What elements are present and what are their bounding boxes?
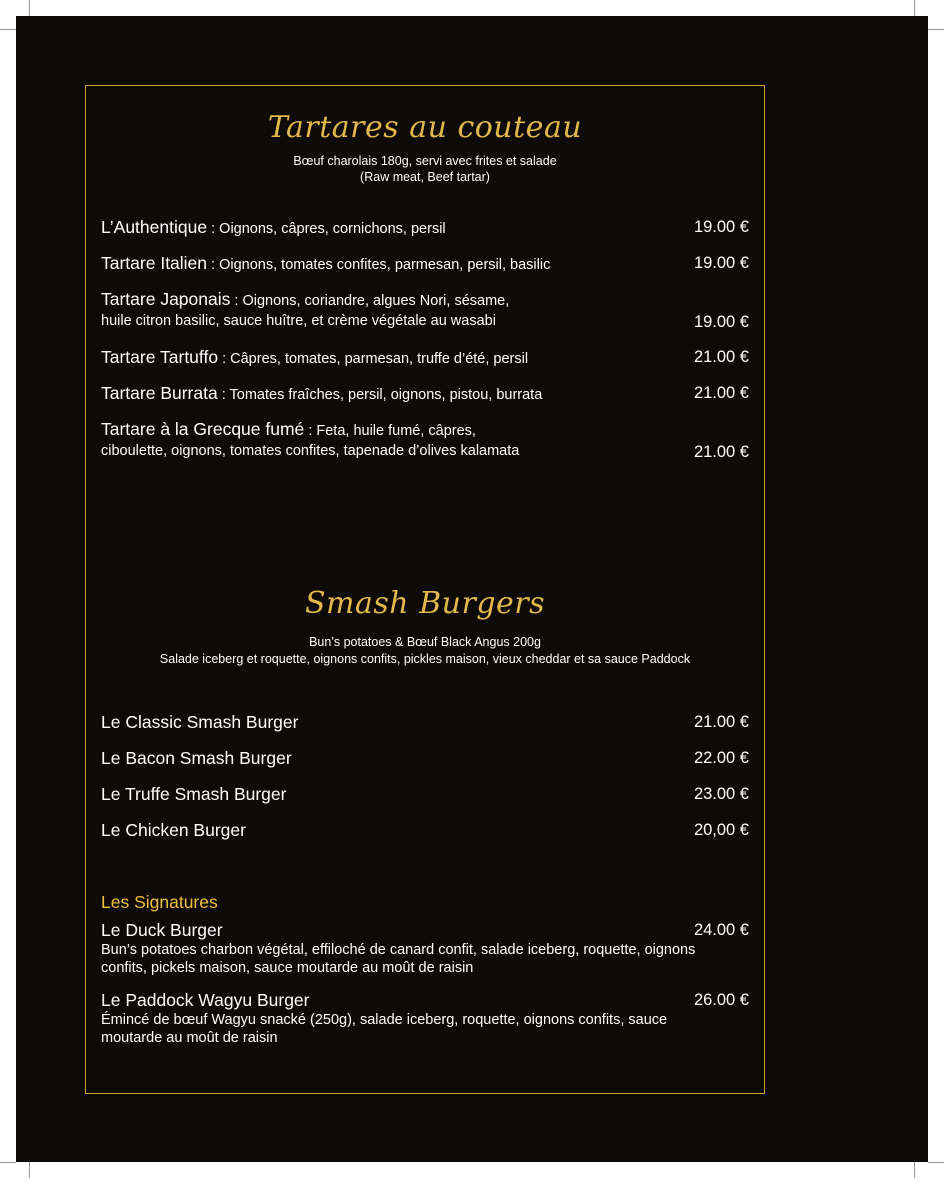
menu-item-grecque: Tartare à la Grecque fumé : Feta, huile fumé, câpres, ciboulette, oignons, tomates confites, tapenade d’olives kalamata 21.00 € — [101, 419, 749, 461]
menu-item-bacon-smash: Le Bacon Smash Burger 22.00 € — [101, 748, 749, 768]
menu-item-tartuffo: Tartare Tartuffo : Câpres, tomates, parmesan, truffe d’été, persil 21.00 € — [101, 347, 749, 367]
item-price: 26.00 € — [693, 991, 749, 1009]
item-price: 21.00 € — [693, 348, 749, 366]
menu-item-chicken: Le Chicken Burger 20,00 € — [101, 820, 749, 840]
crop-mark — [914, 1162, 915, 1178]
menu-frame — [85, 85, 765, 1094]
item-description: Bun’s potatoes charbon végétal, effiloché de canard confit, salade iceberg, roquette, oignons confits, pickels maison, sauce moutarde au moût de raisin — [101, 942, 696, 976]
menu-item-duck-burger: Le Duck Burger 24.00 € Bun’s potatoes charbon végétal, effiloché de canard confit, salade iceberg, roquette, oignons confits, pickels maison, sauce moutarde au moût de raisin — [101, 920, 749, 976]
crop-mark — [0, 29, 16, 30]
menu-item-truffe-smash: Le Truffe Smash Burger 23.00 € — [101, 784, 749, 804]
crop-mark — [928, 29, 944, 30]
item-price: 21.00 € — [693, 713, 749, 731]
crop-mark — [29, 1162, 30, 1178]
menu-item-italien: Tartare Italien : Oignons, tomates confites, parmesan, persil, basilic 19.00 € — [101, 253, 749, 273]
burgers-subtitle: Bun’s potatoes & Bœuf Black Angus 200g — [309, 635, 541, 649]
menu-item-japonais: Tartare Japonais : Oignons, coriandre, algues Nori, sésame, huile citron basilic, sauce huître, et crème végétale au wasabi 19.00 € — [101, 289, 749, 331]
tartares-title: Tartares au couteau — [267, 110, 583, 145]
item-price: 21.00 € — [693, 443, 749, 461]
burgers-title: Smash Burgers — [304, 586, 546, 621]
item-price: 24.00 € — [693, 921, 749, 939]
burgers-subtitle-details: Salade iceberg et roquette, oignons confits, pickles maison, vieux cheddar et sa sauce Paddock — [159, 652, 691, 666]
menu-item-authentique: L’Authentique : Oignons, câpres, cornichons, persil 19.00 € — [101, 217, 749, 237]
item-price: 19.00 € — [693, 313, 749, 331]
signatures-heading: Les Signatures — [101, 892, 218, 912]
item-price: 19.00 € — [693, 218, 749, 236]
item-price: 21.00 € — [693, 384, 749, 402]
item-price: 22.00 € — [693, 749, 749, 767]
crop-mark — [928, 1162, 944, 1163]
tartares-subtitle: Bœuf charolais 180g, servi avec frites et salade — [293, 154, 557, 168]
item-price: 19.00 € — [693, 254, 749, 272]
menu-page — [16, 16, 928, 1162]
crop-mark — [0, 1162, 16, 1163]
item-price: 20,00 € — [693, 821, 749, 839]
menu-item-wagyu-burger: Le Paddock Wagyu Burger 26.00 € Émincé de bœuf Wagyu snacké (250g), salade iceberg, roquette, oignons confits, sauce moutarde au moût de raisin — [101, 990, 749, 1046]
menu-item-classic-smash: Le Classic Smash Burger 21.00 € — [101, 712, 749, 732]
crop-mark — [914, 0, 915, 16]
menu-item-burrata: Tartare Burrata : Tomates fraîches, persil, oignons, pistou, burrata 21.00 € — [101, 383, 749, 403]
tartares-subtitle-english: (Raw meat, Beef tartar) — [360, 170, 490, 184]
crop-mark — [29, 0, 30, 16]
item-description: Émincé de bœuf Wagyu snacké (250g), salade iceberg, roquette, oignons confits, sauce moutarde au moût de raisin — [101, 1012, 668, 1046]
item-price: 23.00 € — [693, 785, 749, 803]
